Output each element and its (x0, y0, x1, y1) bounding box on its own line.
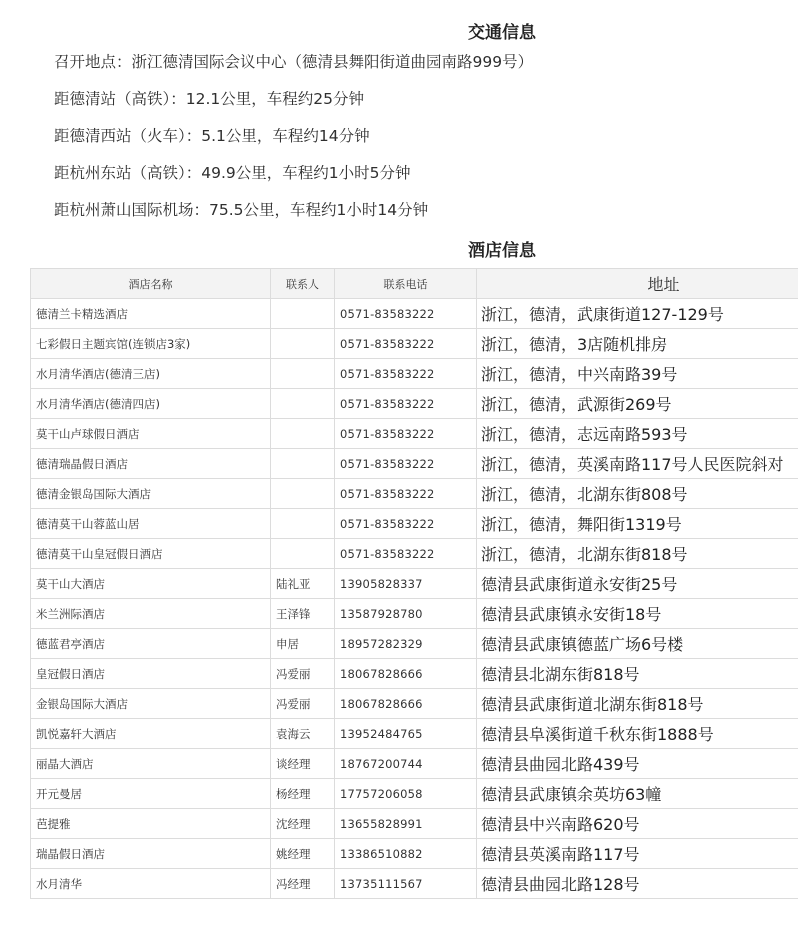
header-address: 地址 (477, 269, 798, 299)
traffic-info-list (54, 50, 533, 235)
address-cell: 德清县曲园北路439号 (477, 749, 798, 779)
hotel-name-cell: 德清莫干山皇冠假日酒店 (31, 539, 271, 569)
address-cell: 德清县武康街道永安街25号 (477, 569, 798, 599)
hotel-name-cell: 德清金银岛国际大酒店 (31, 479, 271, 509)
venue-location-line: 召开地点：浙江德清国际会议中心（德清县舞阳街道曲园南路999号） (54, 53, 534, 71)
address-cell: 浙江，德清，英溪南路117号人民医院斜对 (477, 449, 798, 479)
header-hotel-name: 酒店名称 (31, 269, 271, 299)
hotel-name-cell: 七彩假日主题宾馆(连锁店3家) (31, 329, 271, 359)
hotel-name-cell: 凯悦嘉轩大酒店 (31, 719, 271, 749)
contact-cell: 冯经理 (271, 869, 335, 899)
hotel-name-cell: 米兰洲际酒店 (31, 599, 271, 629)
contact-cell (271, 479, 335, 509)
hotel-name-cell: 德清瑞晶假日酒店 (31, 449, 271, 479)
xiaoshan-airport-distance-line: 距杭州萧山国际机场：75.5公里，车程约1小时14分钟 (54, 201, 429, 219)
table-row (31, 539, 798, 569)
address-cell: 浙江，德清，志远南路593号 (477, 419, 798, 449)
address-cell: 德清县中兴南路620号 (477, 809, 798, 839)
hotel-name-cell: 芭提雅 (31, 809, 271, 839)
hotel-table-container (30, 268, 798, 902)
phone-cell: 18067828666 (335, 659, 477, 689)
table-row (31, 659, 798, 689)
address-cell: 德清县阜溪街道千秋东街1888号 (477, 719, 798, 749)
table-row (31, 749, 798, 779)
table-row (31, 569, 798, 599)
hotel-name-cell: 莫干山大酒店 (31, 569, 271, 599)
hotel-name-cell: 金银岛国际大酒店 (31, 689, 271, 719)
phone-cell: 0571-83583222 (335, 479, 477, 509)
hotel-name-cell: 水月清华 (31, 869, 271, 899)
hotel-name-cell: 德清莫干山蓉蓝山居 (31, 509, 271, 539)
phone-cell: 0571-83583222 (335, 299, 477, 329)
hotel-info-title: 酒店信息 (468, 241, 536, 261)
table-row (31, 719, 798, 749)
contact-cell (271, 449, 335, 479)
table-row (31, 299, 798, 329)
contact-cell: 沈经理 (271, 809, 335, 839)
contact-cell (271, 539, 335, 569)
contact-cell (271, 419, 335, 449)
address-cell: 德清县武康镇德蓝广场6号楼 (477, 629, 798, 659)
address-cell: 德清县武康镇余英坊63幢 (477, 779, 798, 809)
phone-cell: 18957282329 (335, 629, 477, 659)
hotel-name-cell: 莫干山卢球假日酒店 (31, 419, 271, 449)
hotel-name-cell: 德蓝君亭酒店 (31, 629, 271, 659)
table-row (31, 509, 798, 539)
table-row (31, 449, 798, 479)
phone-cell: 0571-83583222 (335, 419, 477, 449)
phone-cell: 18767200744 (335, 749, 477, 779)
table-row (31, 479, 798, 509)
phone-cell: 0571-83583222 (335, 539, 477, 569)
table-header-row (31, 269, 798, 299)
table-row (31, 629, 798, 659)
phone-cell: 13735111567 (335, 869, 477, 899)
table-row (31, 329, 798, 359)
address-cell: 德清县曲园北路128号 (477, 869, 798, 899)
address-cell: 德清县武康街道北湖东街818号 (477, 689, 798, 719)
hotel-table (30, 268, 798, 899)
phone-cell: 0571-83583222 (335, 329, 477, 359)
address-cell: 浙江，德清，中兴南路39号 (477, 359, 798, 389)
contact-cell (271, 389, 335, 419)
address-cell: 浙江，德清，北湖东街818号 (477, 539, 798, 569)
table-row (31, 419, 798, 449)
contact-cell (271, 299, 335, 329)
address-cell: 浙江，德清，3店随机排房 (477, 329, 798, 359)
phone-cell: 13386510882 (335, 839, 477, 869)
table-row (31, 389, 798, 419)
phone-cell: 18067828666 (335, 689, 477, 719)
phone-cell: 0571-83583222 (335, 509, 477, 539)
hotel-name-cell: 水月清华酒店(德清四店) (31, 389, 271, 419)
phone-cell: 13655828991 (335, 809, 477, 839)
table-row (31, 689, 798, 719)
hotel-name-cell: 德清兰卡精选酒店 (31, 299, 271, 329)
table-row (31, 779, 798, 809)
hotel-name-cell: 丽晶大酒店 (31, 749, 271, 779)
contact-cell: 冯爱丽 (271, 689, 335, 719)
hotel-table-body (31, 299, 798, 899)
hangzhou-east-station-distance-line: 距杭州东站（高铁）：49.9公里，车程约1小时5分钟 (54, 164, 411, 182)
phone-cell: 0571-83583222 (335, 389, 477, 419)
phone-cell: 0571-83583222 (335, 449, 477, 479)
contact-cell (271, 509, 335, 539)
contact-cell: 姚经理 (271, 839, 335, 869)
table-row (31, 869, 798, 899)
address-cell: 浙江，德清，舞阳街1319号 (477, 509, 798, 539)
hotel-name-cell: 水月清华酒店(德清三店) (31, 359, 271, 389)
deqing-station-distance-line: 距德清站（高铁）：12.1公里，车程约25分钟 (54, 90, 364, 108)
hotel-name-cell: 开元曼居 (31, 779, 271, 809)
hotel-name-cell: 皇冠假日酒店 (31, 659, 271, 689)
phone-cell: 13952484765 (335, 719, 477, 749)
contact-cell: 陆礼亚 (271, 569, 335, 599)
contact-cell: 谈经理 (271, 749, 335, 779)
contact-cell: 杨经理 (271, 779, 335, 809)
address-cell: 德清县北湖东街818号 (477, 659, 798, 689)
address-cell: 浙江，德清，北湖东街808号 (477, 479, 798, 509)
contact-cell (271, 359, 335, 389)
contact-cell: 袁海云 (271, 719, 335, 749)
contact-cell: 冯爱丽 (271, 659, 335, 689)
phone-cell: 17757206058 (335, 779, 477, 809)
contact-cell: 王泽锋 (271, 599, 335, 629)
phone-cell: 0571-83583222 (335, 359, 477, 389)
table-row (31, 839, 798, 869)
header-contact: 联系人 (271, 269, 335, 299)
table-row (31, 599, 798, 629)
address-cell: 德清县武康镇永安街18号 (477, 599, 798, 629)
address-cell: 浙江，德清，武源街269号 (477, 389, 798, 419)
phone-cell: 13905828337 (335, 569, 477, 599)
address-cell: 德清县英溪南路117号 (477, 839, 798, 869)
phone-cell: 13587928780 (335, 599, 477, 629)
header-phone: 联系电话 (335, 269, 477, 299)
table-row (31, 809, 798, 839)
address-cell: 浙江，德清，武康街道127-129号 (477, 299, 798, 329)
contact-cell (271, 329, 335, 359)
deqing-west-station-distance-line: 距德清西站（火车）：5.1公里，车程约14分钟 (54, 127, 370, 145)
traffic-info-title: 交通信息 (468, 23, 536, 43)
contact-cell: 申居 (271, 629, 335, 659)
table-row (31, 359, 798, 389)
hotel-name-cell: 瑞晶假日酒店 (31, 839, 271, 869)
